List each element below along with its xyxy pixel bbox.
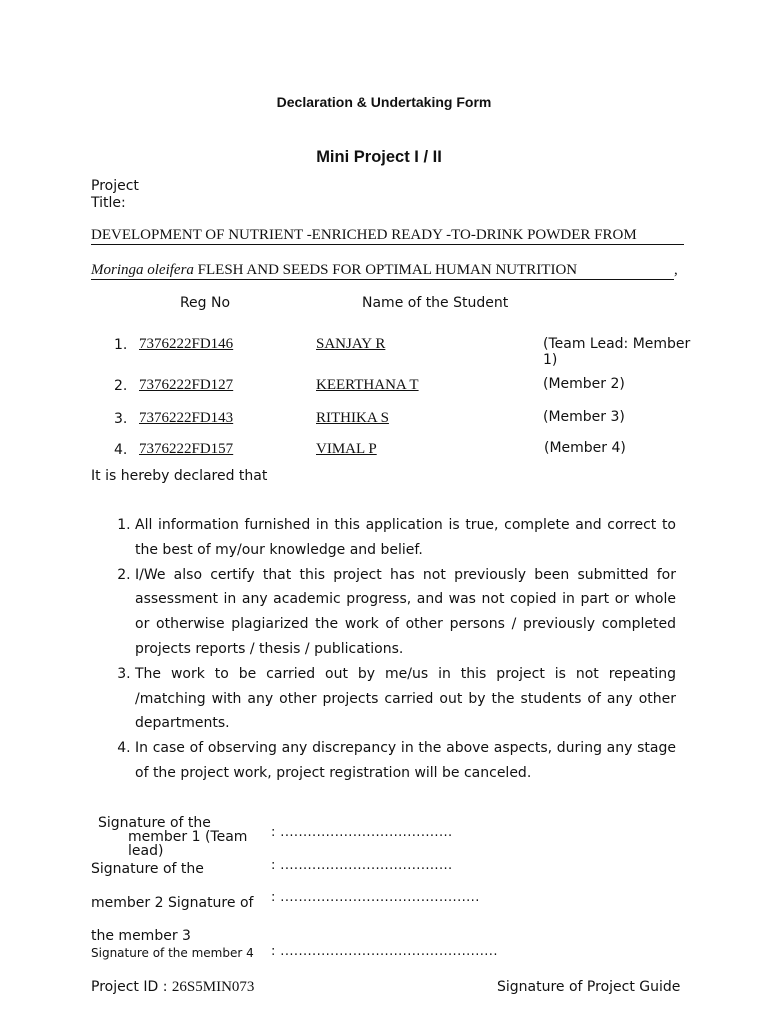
row-2-student-name: KEERTHANA T — [316, 377, 419, 393]
signature-2-label-line-1: Signature of the — [91, 861, 204, 877]
row-4-student-name: VIMAL P — [316, 441, 377, 457]
signature-1-line: : ...................................... — [271, 825, 453, 840]
project-id — [91, 979, 254, 996]
row-4-role: (Member 4) — [544, 440, 626, 456]
row-2-reg-no: 7376222FD127 — [139, 377, 234, 393]
signature-2-line: : ...................................... — [271, 858, 453, 873]
row-3-reg-no: 7376222FD143 — [139, 410, 234, 426]
declaration-intro: It is hereby declared that — [91, 468, 268, 484]
signature-1-label-line-2: member 1 (Team — [128, 829, 248, 845]
declaration-item-3: 3. The work to be carried out by me/us in this project is not repeating /matching with any other projects carried out by the students of any other departments. — [135, 662, 676, 736]
row-1-student-name: SANJAY R — [316, 336, 386, 352]
project-id-value: 26S5MIN073 — [171, 979, 255, 995]
signature-3-line: : ............................................ — [271, 890, 480, 905]
declaration-item-4: 4. In case of observing any discrepancy in the above aspects, during any stage of the project work, project registration will be canceled. — [135, 736, 676, 786]
row-2-number: 2. — [114, 378, 128, 394]
signature-4-line: : ................................................ — [271, 944, 498, 959]
project-title-line-2 — [91, 262, 674, 280]
row-1-reg-no: 7376222FD146 — [139, 336, 234, 352]
project-title-label: Project Title: — [91, 178, 139, 211]
row-2-role: (Member 2) — [543, 376, 625, 392]
page-title: Mini Project I / II — [316, 148, 442, 166]
reg-no-header: Reg No — [179, 295, 231, 311]
project-title-comma: , — [674, 262, 678, 278]
form-title: Declaration & Undertaking Form — [276, 94, 492, 110]
row-3-role: (Member 3) — [543, 409, 625, 425]
signature-4-label: Signature of the member 4 — [91, 946, 254, 960]
row-1-role: (Team Lead: Member 1) — [543, 336, 691, 368]
project-title-line-2-rest: FLESH AND SEEDS FOR OPTIMAL HUMAN NUTRITION — [193, 262, 578, 278]
student-name-header: Name of the Student — [362, 295, 509, 311]
row-4-number: 4. — [114, 442, 128, 458]
project-id-label: Project ID : — [91, 979, 172, 995]
signature-1-label-line-3: lead) — [128, 843, 164, 859]
project-title-species: Moringa oleifera — [91, 262, 194, 278]
project-title-line-1: DEVELOPMENT OF NUTRIENT -ENRICHED READY -TO-DRINK POWDER FROM — [91, 227, 684, 245]
signature-1-label-line-1: Signature of the — [98, 815, 211, 831]
row-1-number: 1. — [114, 337, 128, 353]
declaration-item-2: 2. I/We also certify that this project has not previously been submitted for assessment in any academic progress, and was not copied in part or whole or otherwise plagiarized the work of other persons / previously completed projects reports / thesis / publications. — [135, 563, 676, 662]
guide-signature-label: Signature of Project Guide — [497, 979, 681, 995]
row-4-reg-no: 7376222FD157 — [139, 441, 234, 457]
declaration-item-1: 1. All information furnished in this application is true, complete and correct to the best of my/our knowledge and belief. — [135, 513, 676, 563]
row-3-student-name: RITHIKA S — [316, 410, 389, 426]
declaration-list — [91, 513, 676, 786]
signature-2-label-line-2: member 2 Signature of — [91, 895, 254, 911]
signature-3-label: the member 3 — [91, 928, 191, 944]
row-3-number: 3. — [114, 411, 128, 427]
